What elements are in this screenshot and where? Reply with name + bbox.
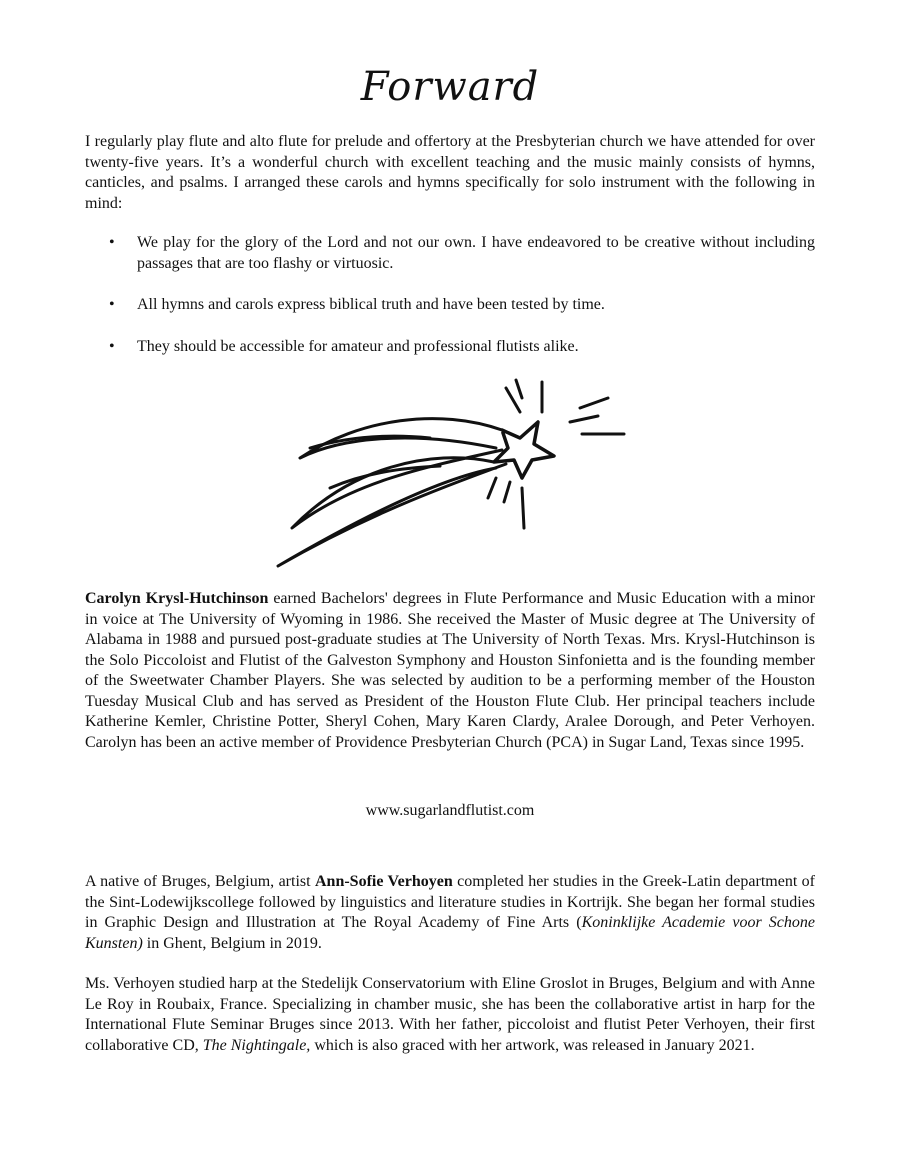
sparkle: [516, 380, 522, 398]
list-item: [85, 295, 815, 316]
sparkle: [504, 482, 510, 502]
bio-text: completed her studies in the Greek-Latin department of the Sint-Lodewijkscollege followed by linguistics and literature studies in Kortrijk. She began her formal studies in Graphic Design and Illustration at The Royal Academy of Fine Arts (: [85, 873, 816, 931]
bullet-list: [85, 233, 815, 378]
cd-title: The Nightingale,: [202, 1036, 311, 1054]
bio-text: A native of Bruges, Belgium, artist: [85, 873, 315, 890]
bio-name: Carolyn Krysl-Hutchinson: [85, 590, 269, 607]
bullet-marker: •: [109, 337, 115, 355]
sparkle: [570, 416, 598, 422]
bullet-text: They should be accessible for amateur and professional flutists alike.: [137, 337, 579, 355]
sparkle: [488, 478, 496, 498]
list-item: [85, 233, 815, 274]
academy-name: Koninklijke Academie voor Schone Kunsten): [85, 914, 816, 952]
sparkle: [506, 388, 520, 412]
bullet-marker: •: [109, 296, 115, 313]
bio-text: earned Bachelors' degrees in Flute Performance and Music Education with a minor in voice at The University of Wyoming in 1986. She received the Master of Music degree at The University of Alabama in 1988 and pursued post-graduate studies at The University of North Texas. Mrs. Krysl-Hutchinson is the Solo Piccoloist and Flutist of the Galveston Symphony and Houston Sinfonietta and is the founding member of the Sweetwater Chamber Players. She was selected by audition to be a performing member of the Houston Tuesday Musical Club and has served as President of the Houston Flute Club. Her principal teachers include Katherine Kemler, Christine Potter, Sheryl Cohen, Mary Karen Clardy, Aralee Dorough, and Peter Verhoyen. Carolyn has been an active member of Providence Presbyterian Church (PCA) in Sugar Land, Texas since 1995.: [85, 590, 815, 751]
list-item: [85, 337, 815, 358]
bio-harp: [85, 974, 815, 1056]
bio-text: in Ghent, Belgium in 2019.: [142, 934, 322, 952]
tail-streak: [300, 419, 502, 458]
page-title: Forward: [360, 64, 540, 110]
sparkle: [580, 398, 608, 408]
bullet-text: All hymns and carols express biblical truth and have been tested by time.: [137, 296, 605, 313]
website-text: www.sugarlandflutist.com: [365, 802, 535, 819]
bio-carolyn: [85, 589, 815, 753]
bullet-marker: •: [109, 234, 115, 251]
bio-text: which is also graced with her artwork, was released in January 2021.: [310, 1036, 755, 1054]
intro-paragraph: I regularly play flute and alto flute for prelude and offertory at the Presbyterian church we have attended for over twenty-five years. It’s a wonderful church with excellent teaching and the music mainly consists of hymns, canticles, and psalms. I arranged these carols and hymns specifically for solo instrument with the following in mind:: [85, 133, 815, 212]
tail-streak: [292, 450, 502, 528]
bullet-text: We play for the glory of the Lord and not our own. I have endeavored to be creative without including passages that are too flashy or virtuosic.: [137, 234, 815, 272]
bio-text: Ms. Verhoyen studied harp at the Stedelijk Conservatorium with Eline Groslot in Bruges, Belgium and with Anne Le Roy in Roubaix, France. Specializing in chamber music, she has been the collaborative artist in harp for the International Flute Seminar Bruges since 2013. With her father, piccoloist and flutist Peter Verhoyen, their first collaborative CD,: [85, 975, 815, 1054]
shooting-star-illustration: [270, 378, 640, 573]
bio-annsofie: [85, 872, 815, 954]
bio-name: Ann-Sofie Verhoyen: [314, 873, 453, 890]
sparkle: [522, 488, 524, 528]
